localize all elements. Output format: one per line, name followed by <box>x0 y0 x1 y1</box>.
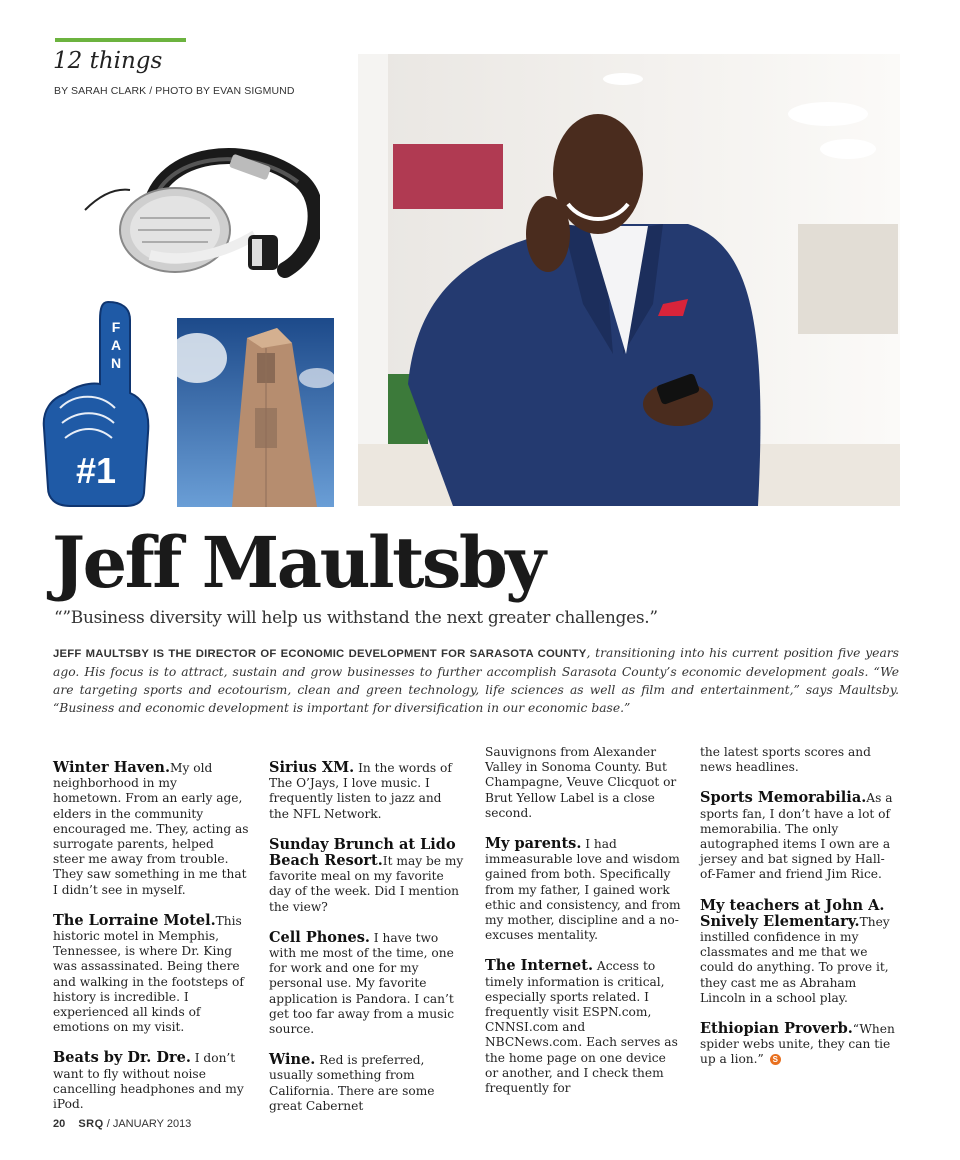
column-4 <box>700 745 896 1083</box>
item-body: My old neighborhood in my hometown. From an early age, elders in the community encouraged me. They, acting as surrogate parents, helped steer me away from trouble. They saw something in me that I didn’t see in myself. <box>53 761 249 897</box>
item-heading: Wine. <box>269 1051 316 1069</box>
item-body: “When spider webs unite, they can tie up a lion.” <box>700 1022 895 1067</box>
item-body: As a sports fan, I don’t have a lot of memorabilia. The only autographed items I own are a jersey and bat signed by Hall-of-Famer and friend Jim Rice. <box>700 791 893 882</box>
item-body: I have two with me most of the time, one for work and one for my personal use. My favorite application is Pandora. I can’t get too far away from a music source. <box>269 930 455 1037</box>
item-heading: The Lorraine Motel. <box>53 911 216 929</box>
fan-letter-f: F A N <box>110 319 122 371</box>
headphones-image <box>80 140 320 280</box>
item-body: Red is preferred, usually something from California. There are some great Cabernet <box>269 1053 435 1113</box>
item-body: the latest sports scores and news headlines. <box>700 745 871 775</box>
item-body: I don’t want to fly without noise cancelling headphones and my iPod. <box>53 1051 244 1112</box>
portrait-photo <box>358 54 900 506</box>
item-heading: Beats by Dr. Dre. <box>53 1049 191 1067</box>
intro-lead: JEFF MAULTSBY IS THE DIRECTOR OF ECONOMIC DEVELOPMENT FOR SARASOTA COUNTY <box>53 648 587 660</box>
column-3 <box>485 745 681 1111</box>
item-heading: My parents. <box>485 835 582 853</box>
intro-body: , transitioning into his current position five years ago. His focus is to attract, sustain and grow businesses to further accomplish Sarasota County’s economic development goals. “We are targeting sports and ecotourism, clean and green technology, life sciences as well as film and entertainment,” says Maultsby. “Business and economic development is important for diversification in our economic base.” <box>53 646 899 715</box>
item-heading: Sports Memorabilia. <box>700 789 867 807</box>
column-2 <box>269 745 465 1129</box>
item-body: It may be my favorite meal on my favorite day of the week. Did I mention the view? <box>269 854 464 914</box>
end-mark-icon: S <box>770 1054 781 1065</box>
byline: BY SARAH CLARK / PHOTO BY EVAN SIGMUND <box>54 85 295 97</box>
issue-date: / JANUARY 2013 <box>106 1118 192 1130</box>
accent-bar <box>55 38 186 42</box>
item-heading: Ethiopian Proverb. <box>700 1020 853 1038</box>
item-heading: Sunday Brunch at Lido Beach Resort. <box>269 835 456 870</box>
tower-image <box>177 318 334 507</box>
pull-quote: “”Business diversity will help us withstand the next greater challenges.” <box>54 608 658 628</box>
section-title: 12 things <box>53 48 163 74</box>
feature-name: Jeff Maultsby <box>52 521 544 604</box>
item-body: Sauvignons from Alexander Valley in Sonoma County. But Champagne, Veuve Clicquot or Brut Yellow Label is a close second. <box>485 745 677 820</box>
item-heading: Sirius XM. <box>269 759 355 776</box>
fan-number: #1 <box>75 450 117 491</box>
item-body: In the words of The O’Jays, I love music. I frequently listen to jazz and the NFL Network. <box>269 761 452 821</box>
item-body: They instilled confidence in my classmates and me that we could do anything. To prove it, they cast me as Abraham Lincoln in a school play. <box>700 914 890 1005</box>
item-heading: Winter Haven. <box>53 759 171 776</box>
item-body: Access to timely information is critical, especially sports related. I frequently visit ESPN.com, CNNSI.com and NBCNews.com. Each serves as the home page on one device or another, and I check them frequently for <box>485 959 678 1096</box>
page-footer <box>53 1118 191 1130</box>
column-1 <box>53 745 249 1127</box>
foam-finger-image <box>40 298 152 508</box>
item-body: I had immeasurable love and wisdom gained from both. Specifically from my father, I gained work ethic and consistency, and from my mother, discipline and a no-excuses mentality. <box>485 837 681 943</box>
magazine-name: SRQ <box>78 1118 104 1130</box>
page-number: 20 <box>53 1118 66 1130</box>
item-heading: Cell Phones. <box>269 928 370 946</box>
item-heading: My teachers at John A. Snively Elementary. <box>700 896 885 930</box>
item-body: This historic motel in Memphis, Tennessee, is where Dr. King was assassinated. Being there and walking in the footsteps of history is incredible. I experienced all kinds of emotions on my visit. <box>53 913 244 1035</box>
intro-paragraph <box>53 644 899 717</box>
item-heading: The Internet. <box>485 957 594 975</box>
